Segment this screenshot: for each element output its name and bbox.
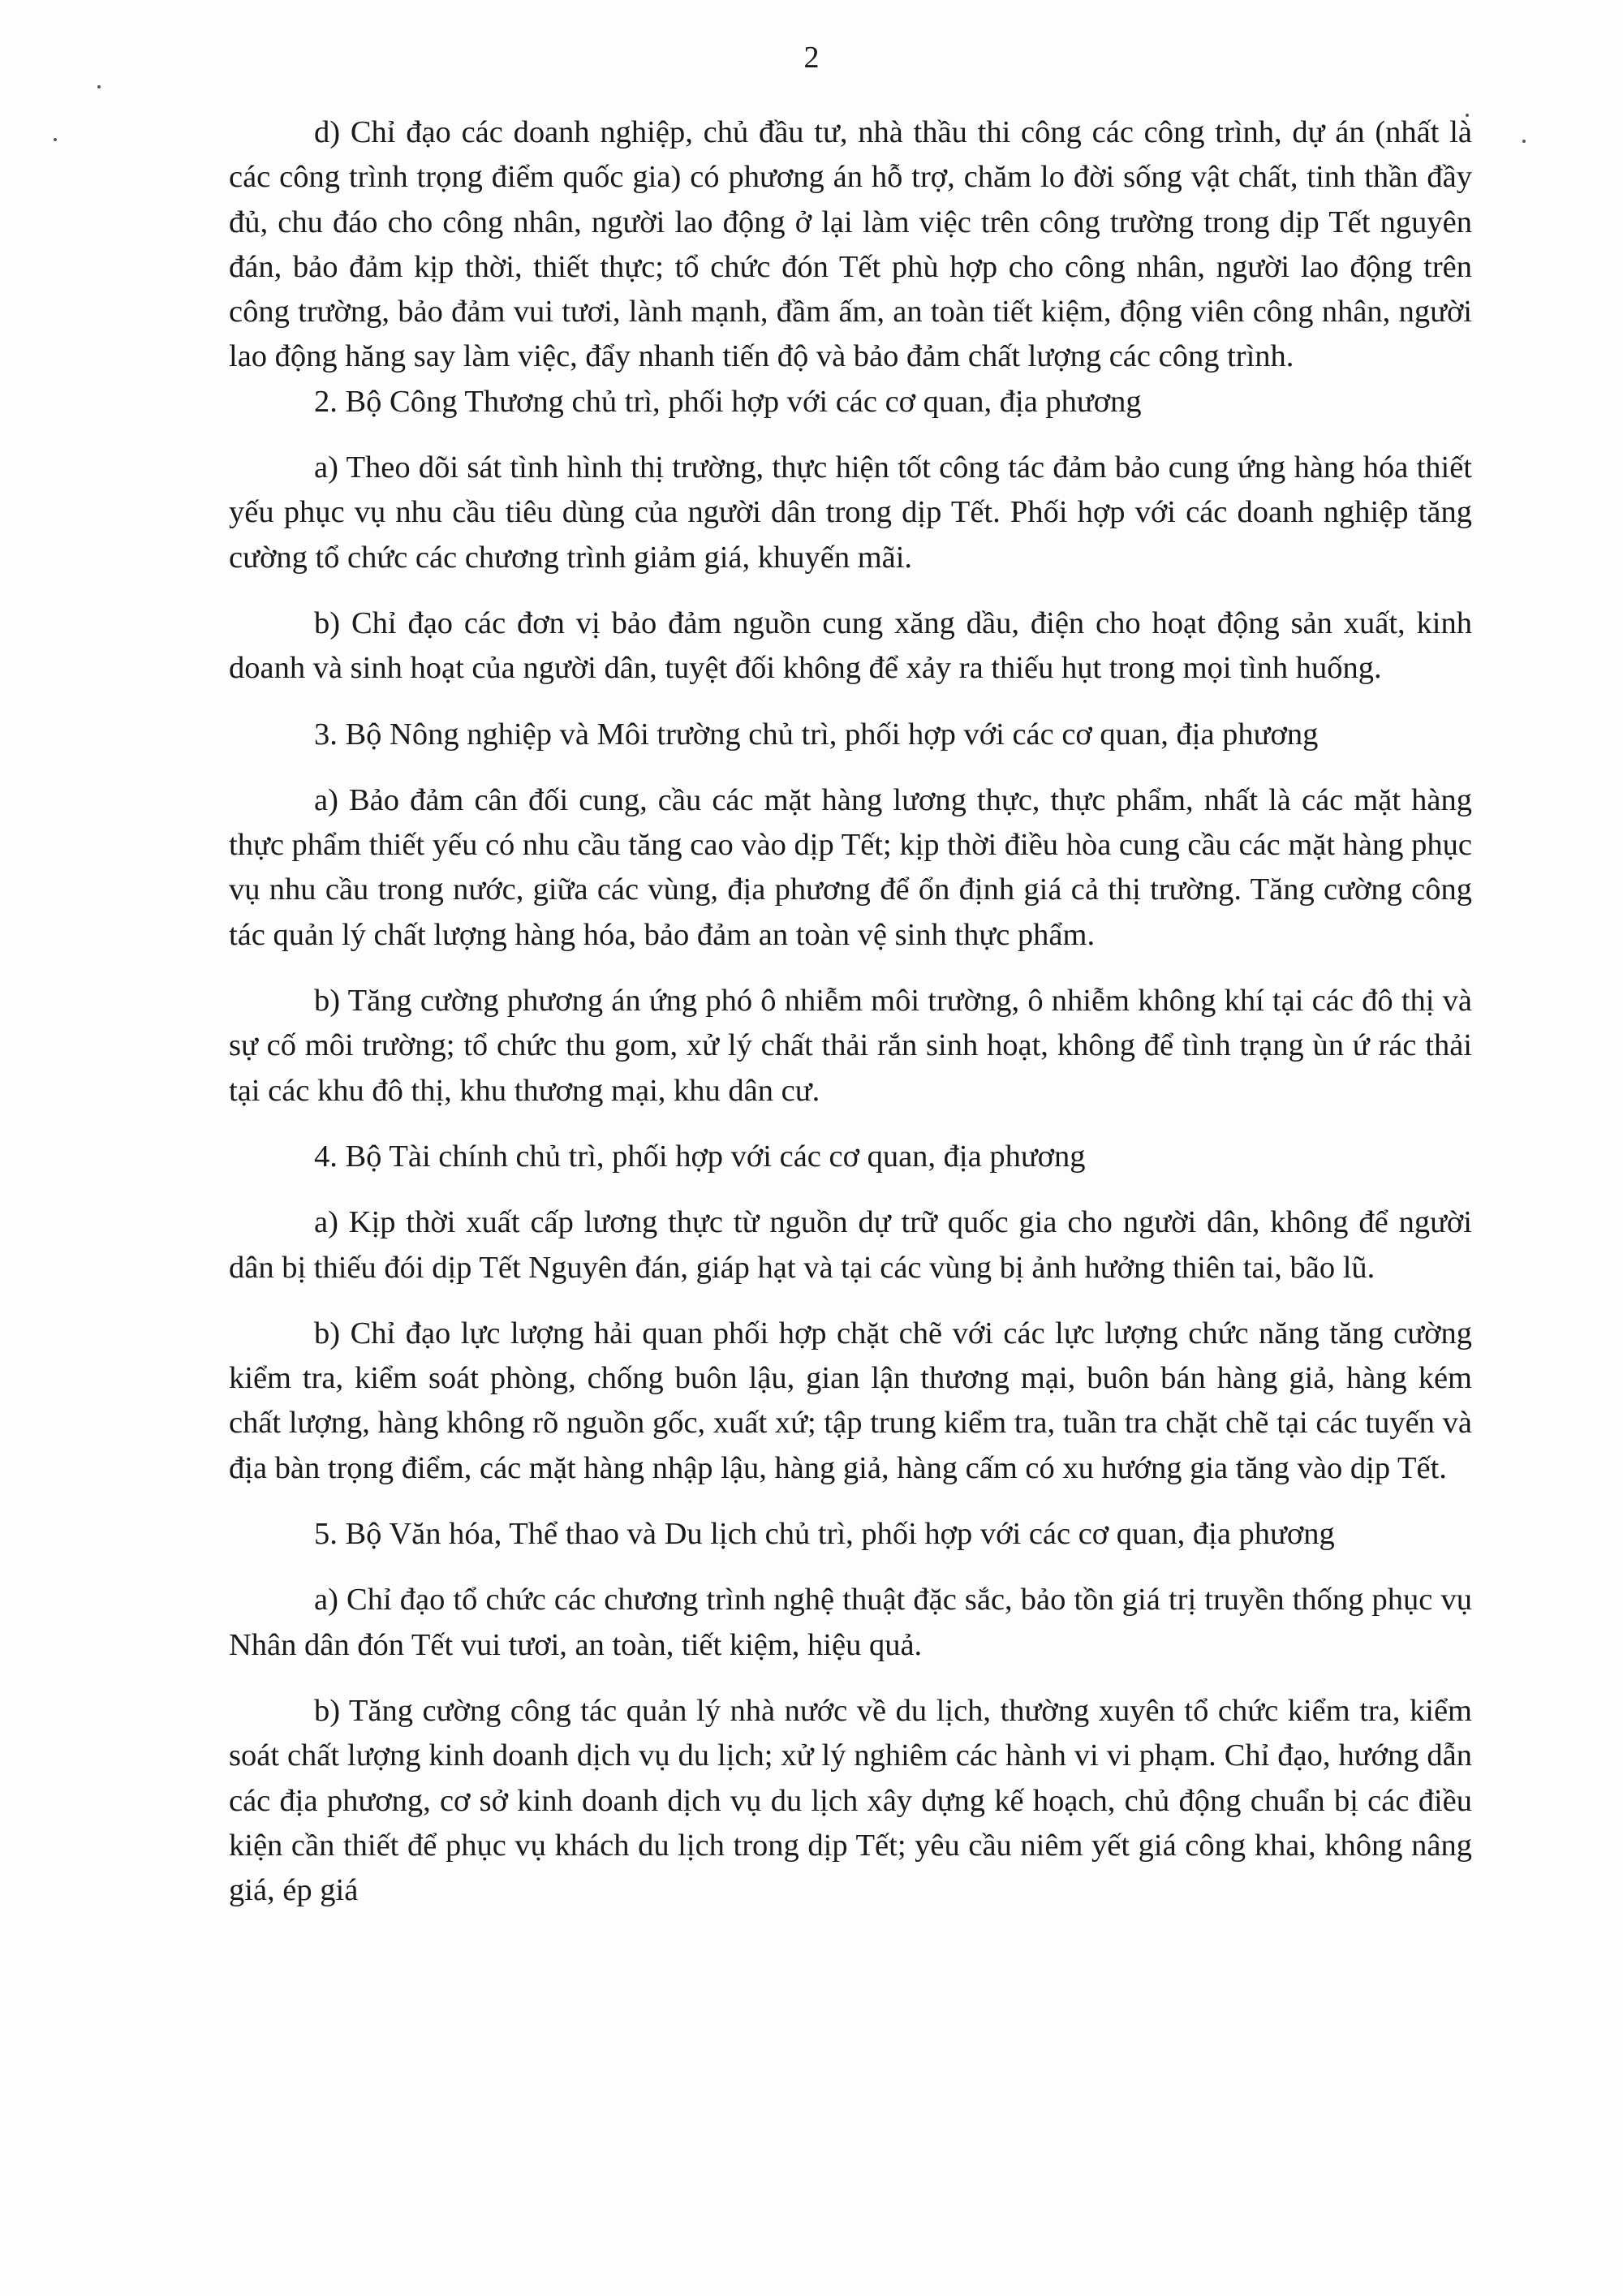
scan-speck [97, 85, 101, 88]
paragraph-3b-pollution-response: b) Tăng cường phương án ứng phó ô nhiễm môi trường, ô nhiễm không khí tại các đô thị và sự cố môi trường; tổ chức thu gom, xử lý chất thải rắn sinh hoạt, không để tình trạng ùn ứ rác thải tại các khu đô thị, khu thương mại, khu dân cư. [229, 984, 1472, 1108]
page-number: 2 [803, 41, 820, 75]
document-body [229, 110, 1472, 1913]
heading-3-ministry-agriculture-environment: 3. Bộ Nông nghiệp và Môi trường chủ trì, phối hợp với các cơ quan, địa phương [314, 717, 1319, 752]
scan-speck [54, 138, 57, 141]
heading-2-ministry-industry-trade: 2. Bộ Công Thương chủ trì, phối hợp với các cơ quan, địa phương [314, 384, 1142, 419]
heading-4-ministry-finance: 4. Bộ Tài chính chủ trì, phối hợp với các cơ quan, địa phương [314, 1139, 1086, 1174]
paragraph-5b-tourism-management: b) Tăng cường công tác quản lý nhà nước về du lịch, thường xuyên tổ chức kiểm tra, kiểm soát chất lượng kinh doanh dịch vụ du lịch; xử lý nghiêm các hành vi vi phạm. Chỉ đạo, hướng dẫn các địa phương, cơ sở kinh doanh dịch vụ du lịch xây dựng kế hoạch, chủ động chuẩn bị các điều kiện cần thiết để phục vụ khách du lịch trong dịp Tết; yêu cầu niêm yết giá công khai, không nâng giá, ép giá [229, 1693, 1472, 1908]
paragraph-2a-market-supply: a) Theo dõi sát tình hình thị trường, thực hiện tốt công tác đảm bảo cung ứng hàng hóa thiết yếu phục vụ nhu cầu tiêu dùng của người dân trong dịp Tết. Phối hợp với các doanh nghiệp tăng cường tổ chức các chương trình giảm giá, khuyến mãi. [229, 450, 1472, 575]
paragraph-5a-art-programs: a) Chỉ đạo tổ chức các chương trình nghệ thuật đặc sắc, bảo tồn giá trị truyền thống phục vụ Nhân dân đón Tết vui tươi, an toàn, tiết kiệm, hiệu quả. [229, 1583, 1472, 1662]
paragraph-2b-fuel-electricity: b) Chỉ đạo các đơn vị bảo đảm nguồn cung xăng dầu, điện cho hoạt động sản xuất, kinh doanh và sinh hoạt của người dân, tuyệt đối không để xảy ra thiếu hụt trong mọi tình huống. [229, 605, 1472, 686]
paragraph-3a-food-balance: a) Bảo đảm cân đối cung, cầu các mặt hàng lương thực, thực phẩm, nhất là các mặt hàng thực phẩm thiết yếu có nhu cầu tăng cao vào dịp Tết; kịp thời điều hòa cung cầu các mặt hàng phục vụ nhu cầu trong nước, giữa các vùng, địa phương để ổn định giá cả thị trường. Tăng cường công tác quản lý chất lượng hàng hóa, bảo đảm an toàn vệ sinh thực phẩm. [229, 782, 1472, 952]
scan-speck [1522, 140, 1526, 143]
paragraph-1d-support-workers: d) Chỉ đạo các doanh nghiệp, chủ đầu tư, nhà thầu thi công các công trình, dự án (nhất là các công trình trọng điểm quốc gia) có phương án hỗ trợ, chăm lo đời sống vật chất, tinh thần đầy đủ, chu đáo cho công nhân, người lao động ở lại làm việc trên công trường trong dịp Tết nguyên đán, bảo đảm kịp thời, thiết thực; tổ chức đón Tết phù hợp cho công nhân, người lao động trên công trường, bảo đảm vui tươi, lành mạnh, đầm ấm, an toàn tiết kiệm, động viên công nhân, người lao động hăng say làm việc, đẩy nhanh tiến độ và bảo đảm chất lượng các công trình. [229, 115, 1472, 374]
paragraph-4a-food-reserves: a) Kịp thời xuất cấp lương thực từ nguồn dự trữ quốc gia cho người dân, không để người dân bị thiếu đói dịp Tết Nguyên đán, giáp hạt và tại các vùng bị ảnh hưởng thiên tai, bão lũ. [229, 1205, 1472, 1285]
heading-5-ministry-culture-sports-tourism: 5. Bộ Văn hóa, Thể thao và Du lịch chủ trì, phối hợp với các cơ quan, địa phương [314, 1517, 1335, 1552]
paragraph-4b-customs-smuggling: b) Chỉ đạo lực lượng hải quan phối hợp chặt chẽ với các lực lượng chức năng tăng cường kiểm tra, kiểm soát phòng, chống buôn lậu, gian lận thương mại, buôn bán hàng giả, hàng kém chất lượng, hàng không rõ nguồn gốc, xuất xứ; tập trung kiểm tra, tuần tra chặt chẽ tại các tuyến và địa bàn trọng điểm, các mặt hàng nhập lậu, hàng giả, hàng cấm có xu hướng gia tăng vào dịp Tết. [229, 1316, 1472, 1485]
